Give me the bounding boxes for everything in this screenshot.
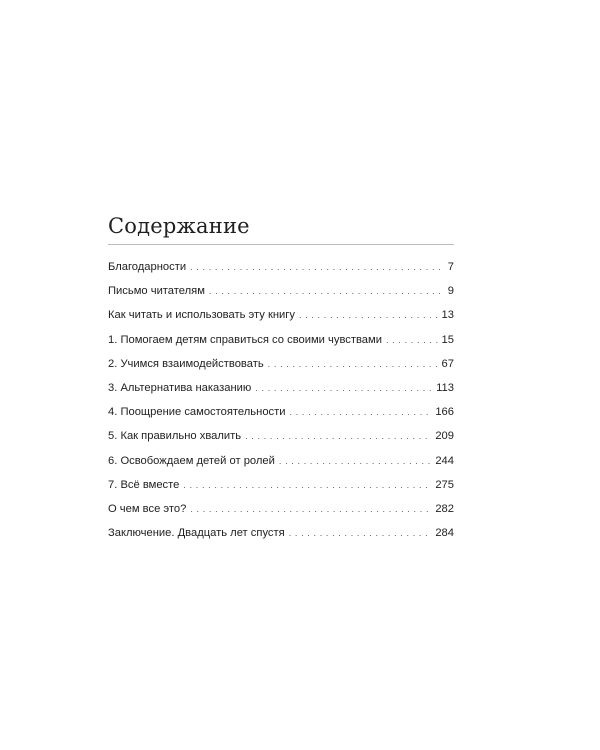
toc-entry-page: 275 (435, 478, 454, 491)
toc-entry-page: 7 (447, 261, 454, 273)
toc-entry-page: 13 (441, 309, 454, 322)
toc-entry-title: 7. Всё вместе (108, 478, 180, 491)
toc-entry-title: О чем все это? (108, 502, 187, 515)
toc-entry-title: 3. Альтернатива наказанию (108, 381, 252, 394)
toc-entry-page: 209 (435, 430, 454, 443)
toc-entry-page: 282 (435, 502, 454, 515)
toc-entry-title: Благодарности (108, 261, 187, 273)
toc-entry-page: 284 (435, 527, 454, 540)
toc-entry-title: 6. Освобождаем детей от ролей (108, 454, 275, 467)
dot-leader (245, 427, 431, 445)
toc-entry-title: Письмо читателям (108, 285, 205, 298)
dot-leader (183, 476, 431, 494)
dot-leader (299, 306, 438, 324)
toc-entry-page: 67 (441, 357, 454, 370)
toc-entry (108, 379, 454, 403)
dot-leader (268, 355, 438, 373)
toc-entry (108, 306, 454, 330)
toc-entry-page: 244 (435, 454, 454, 467)
dot-leader (190, 258, 444, 276)
toc-entry (108, 331, 454, 355)
page-title: Содержание (108, 214, 250, 238)
dot-leader (209, 282, 444, 300)
dot-leader (255, 379, 432, 397)
toc-entry-page: 166 (435, 406, 454, 419)
toc-entry (108, 427, 454, 451)
toc-entry-title: 5. Как правильно хвалить (108, 430, 242, 443)
toc-entry (108, 452, 454, 476)
toc-entry-page: 9 (447, 285, 454, 298)
dot-leader (386, 331, 438, 349)
toc-entry-title: Заключение. Двадцать лет спустя (108, 527, 285, 540)
toc-entry (108, 524, 454, 548)
toc-entry-title: 1. Помогаем детям справиться со своими чувствами (108, 333, 382, 346)
dot-leader (290, 403, 432, 421)
table-of-contents (108, 258, 454, 548)
toc-entry (108, 258, 454, 282)
toc-entry-title: Как читать и использовать эту книгу (108, 309, 295, 322)
toc-entry (108, 355, 454, 379)
dot-leader (190, 500, 431, 518)
title-divider (108, 244, 454, 245)
toc-entry (108, 476, 454, 500)
dot-leader (279, 452, 431, 470)
toc-entry (108, 500, 454, 524)
dot-leader (289, 524, 432, 542)
toc-entry-page: 15 (441, 333, 454, 346)
toc-entry-title: 2. Учимся взаимодействовать (108, 357, 264, 370)
toc-entry-title: 4. Поощрение самостоятельности (108, 406, 286, 419)
toc-entry (108, 403, 454, 427)
toc-entry-page: 113 (436, 381, 454, 394)
toc-entry (108, 282, 454, 306)
